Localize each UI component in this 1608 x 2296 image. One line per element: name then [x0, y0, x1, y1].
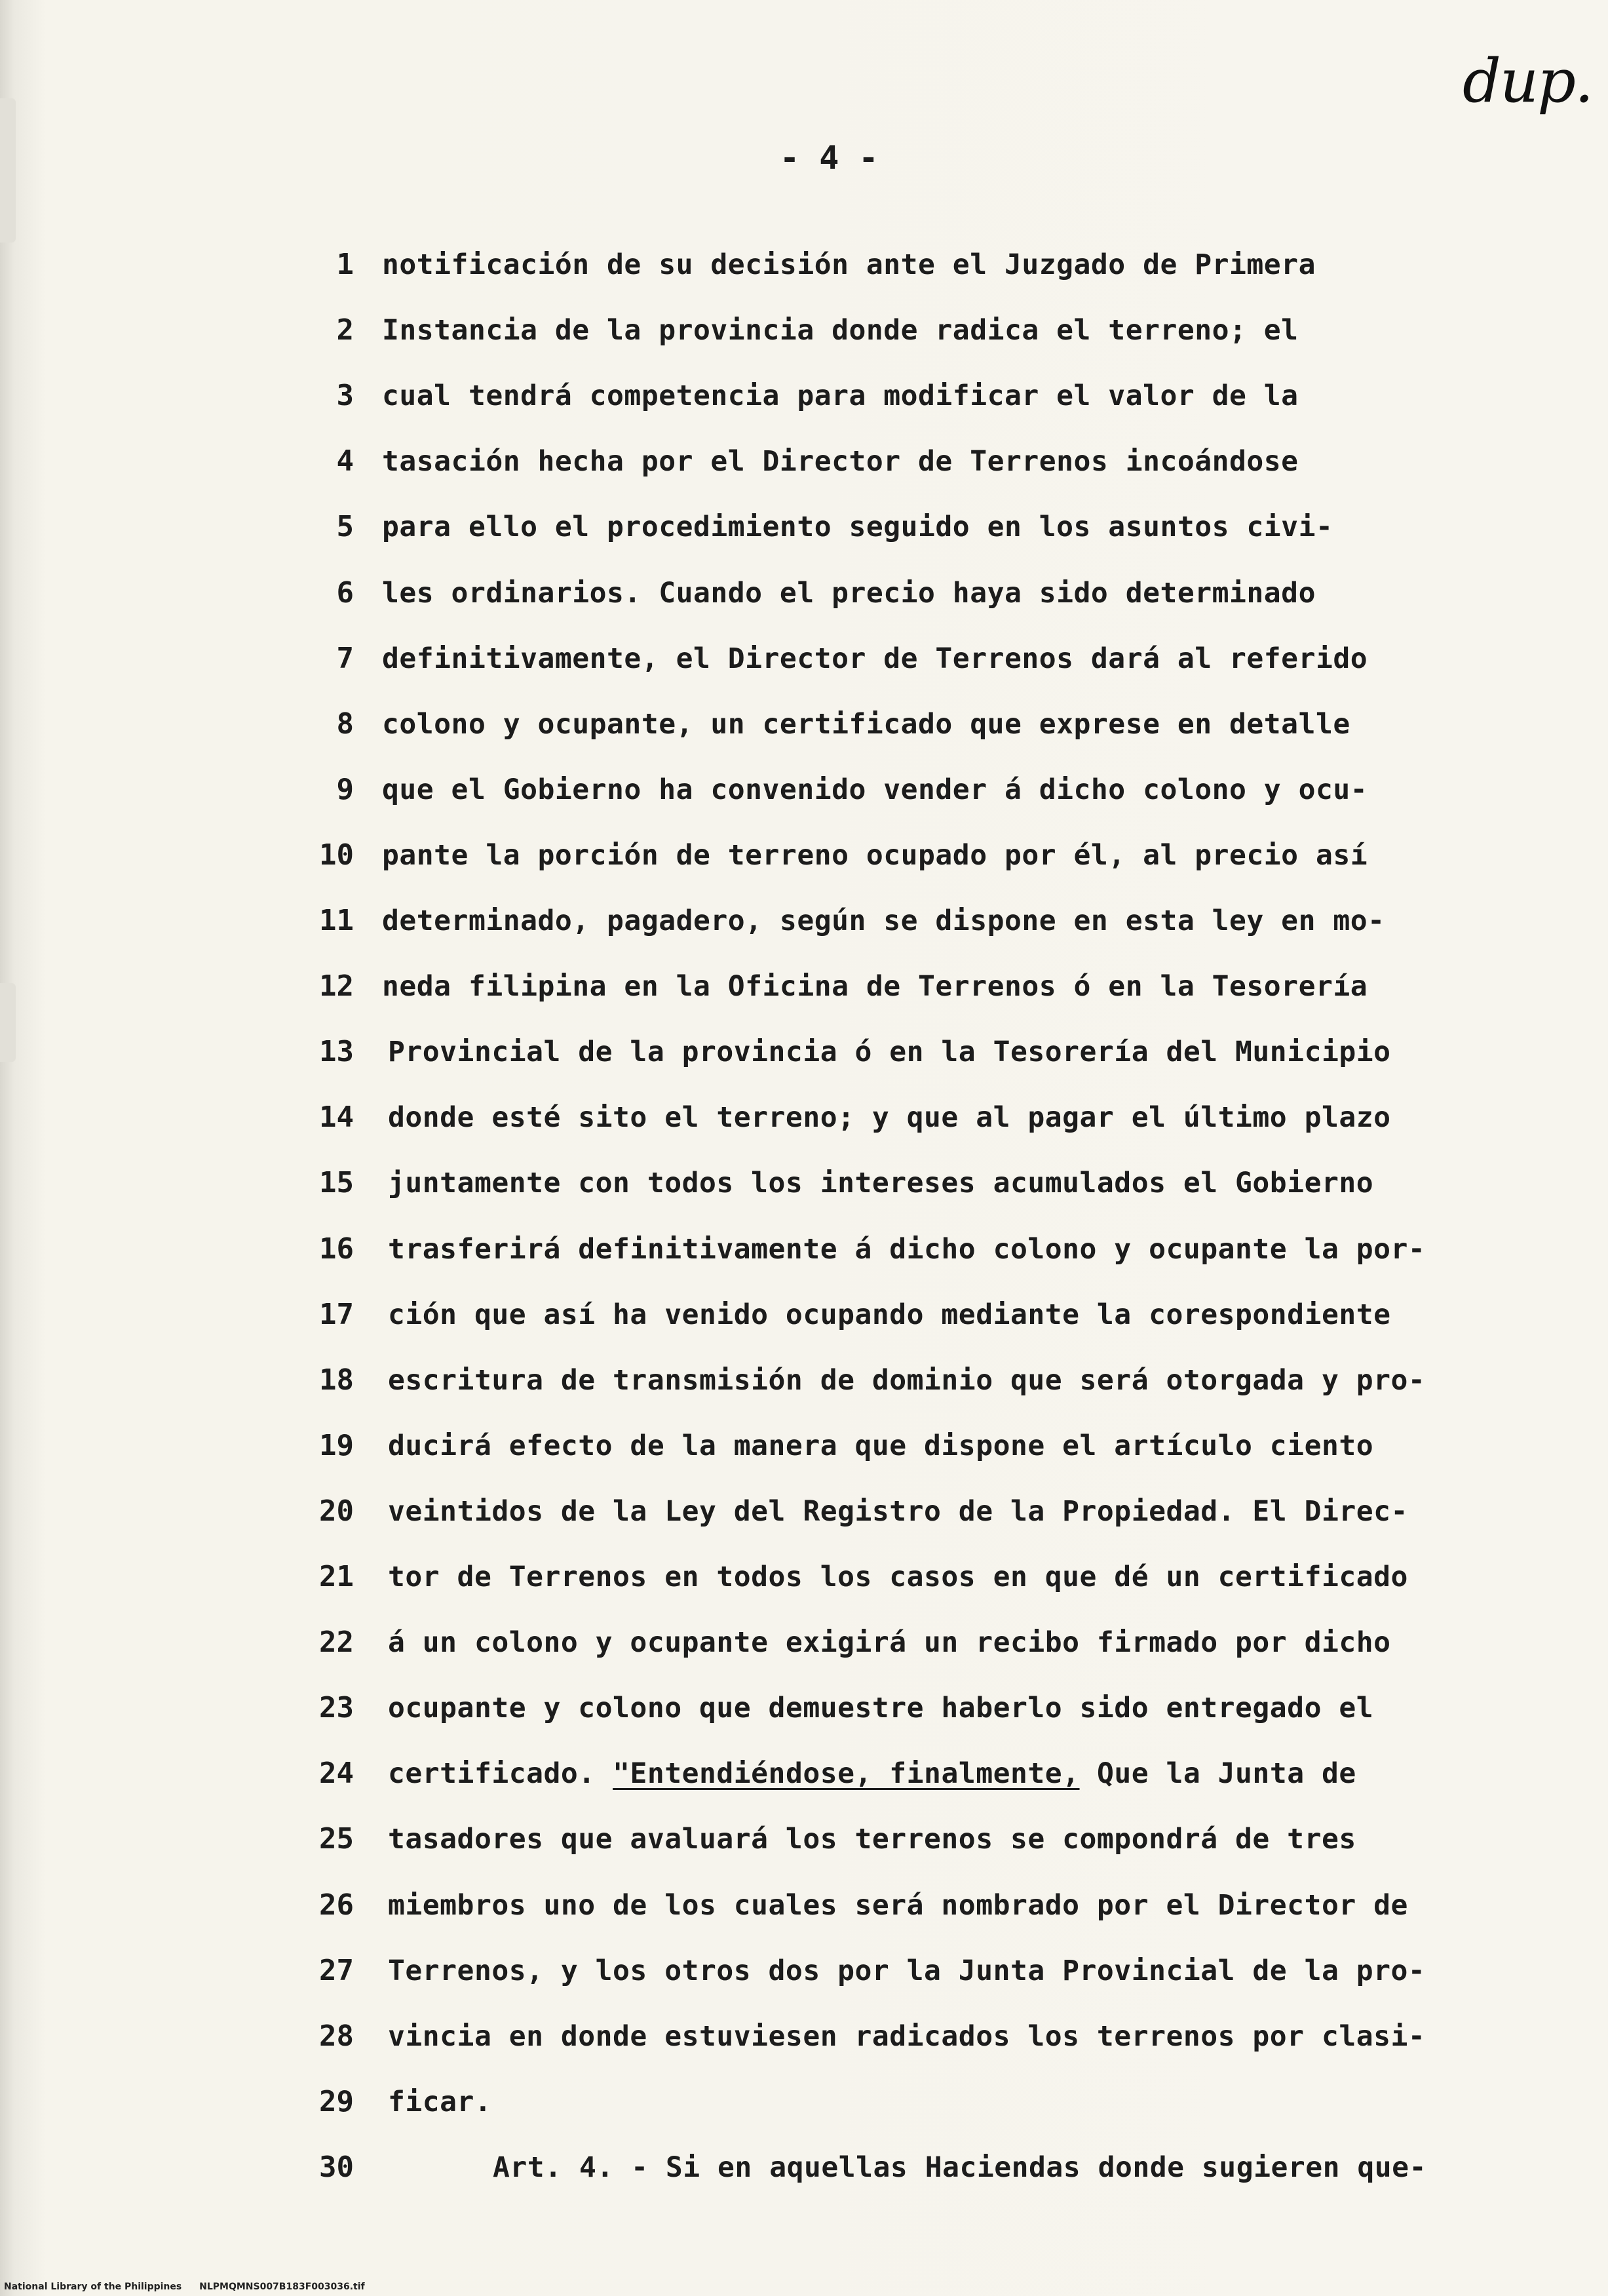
- line-number: 25: [319, 1822, 354, 1856]
- line-number: 12: [319, 969, 354, 1003]
- line-text: miembros uno de los cuales será nombrado por el Director de: [388, 1888, 1408, 1922]
- paper-edge-tear: [0, 98, 16, 243]
- line-text: veintidos de la Ley del Registro de la Propiedad. El Direc-: [388, 1494, 1408, 1528]
- line-text: cual tendrá competencia para modificar el valor de la: [382, 379, 1299, 413]
- line-number: 2: [336, 313, 354, 347]
- underlined-phrase: "Entendiéndose, finalmente,: [613, 1757, 1080, 1791]
- line-number: 19: [319, 1428, 354, 1462]
- line-text-start: certificado.: [388, 1757, 596, 1791]
- line-number: 23: [319, 1691, 354, 1725]
- line-number: 8: [336, 707, 354, 741]
- handwritten-annotation: dup.: [1463, 46, 1593, 116]
- line-number: 28: [319, 2019, 354, 2053]
- line-text: [388, 1754, 1356, 1793]
- line-text: pante la porción de terreno ocupado por él, al precio así: [382, 838, 1368, 872]
- line-number: 13: [319, 1035, 354, 1069]
- line-text: definitivamente, el Director de Terrenos dará al referido: [382, 642, 1368, 675]
- line-text: Provincial de la provincia ó en la Tesorería del Municipio: [388, 1036, 1391, 1069]
- line-text: ocupante y colono que demuestre haberlo sido entregado el: [388, 1692, 1374, 1725]
- line-number: 21: [319, 1560, 354, 1593]
- line-number: 11: [319, 904, 354, 937]
- line-number: 29: [319, 2084, 354, 2118]
- line-text: notificación de su decisión ante el Juzgado de Primera: [382, 248, 1316, 281]
- line-text: trasferirá definitivamente á dicho colono y ocupante la por-: [388, 1232, 1426, 1266]
- line-number: 10: [319, 838, 354, 872]
- line-number: 4: [336, 444, 354, 478]
- file-identifier: NLPMQMNS007B183F003036.tif: [199, 2282, 365, 2292]
- line-text: donde esté sito el terreno; y que al pagar el último plazo: [388, 1101, 1391, 1135]
- line-number: 5: [336, 510, 354, 544]
- line-number: 24: [319, 1757, 354, 1791]
- line-text: ducirá efecto de la manera que dispone el artículo ciento: [388, 1429, 1374, 1462]
- line-text-end: Que la Junta de: [1096, 1757, 1356, 1791]
- line-text: Art. 4. - Si en aquellas Haciendas donde sugieren que-: [493, 2150, 1426, 2184]
- line-number: 7: [336, 641, 354, 675]
- line-text: tasadores que avaluará los terrenos se compondrá de tres: [388, 1823, 1356, 1856]
- line-text: Instancia de la provincia donde radica el terreno; el: [382, 314, 1299, 347]
- line-text: ficar.: [388, 2085, 492, 2118]
- line-number: 17: [319, 1297, 354, 1331]
- line-number: 1: [336, 248, 354, 281]
- line-number: 27: [319, 1953, 354, 1987]
- page-number: - 4 -: [780, 139, 879, 177]
- line-number: 18: [319, 1363, 354, 1397]
- line-text: á un colono y ocupante exigirá un recibo firmado por dicho: [388, 1626, 1391, 1660]
- line-number: 16: [319, 1232, 354, 1266]
- line-text: escritura de transmisión de dominio que será otorgada y pro-: [388, 1363, 1426, 1397]
- scan-footer: [4, 2282, 379, 2292]
- line-text: vincia en donde estuviesen radicados los terrenos por clasi-: [388, 2019, 1426, 2053]
- line-number: 6: [336, 575, 354, 610]
- line-text: Terrenos, y los otros dos por la Junta Provincial de la pro-: [388, 1954, 1426, 1987]
- line-text: juntamente con todos los intereses acumulados el Gobierno: [388, 1167, 1374, 1200]
- paper-edge-mark: [0, 983, 16, 1062]
- line-text: tor de Terrenos en todos los casos en que dé un certificado: [388, 1561, 1408, 1593]
- line-text: ción que así ha venido ocupando mediante la corespondiente: [388, 1298, 1391, 1331]
- line-number: 26: [319, 1888, 354, 1922]
- line-text: para ello el procedimiento seguido en los asuntos civi-: [382, 511, 1333, 544]
- line-number: 3: [336, 379, 354, 413]
- line-text: neda filipina en la Oficina de Terrenos ó en la Tesorería: [382, 970, 1368, 1003]
- line-text: tasación hecha por el Director de Terrenos incoándose: [382, 445, 1299, 478]
- line-number: 22: [319, 1625, 354, 1660]
- line-text: les ordinarios. Cuando el precio haya sido determinado: [382, 576, 1316, 610]
- line-text: determinado, pagadero, según se dispone en esta ley en mo-: [382, 905, 1385, 937]
- line-number: 30: [319, 2150, 354, 2184]
- line-number: 15: [319, 1166, 354, 1200]
- line-number: 14: [319, 1100, 354, 1135]
- line-number: 20: [319, 1494, 354, 1528]
- library-name: National Library of the Philippines: [4, 2282, 182, 2292]
- line-text: que el Gobierno ha convenido vender á dicho colono y ocu-: [382, 773, 1368, 806]
- line-number: 9: [336, 772, 354, 806]
- line-text: colono y ocupante, un certificado que exprese en detalle: [382, 707, 1350, 741]
